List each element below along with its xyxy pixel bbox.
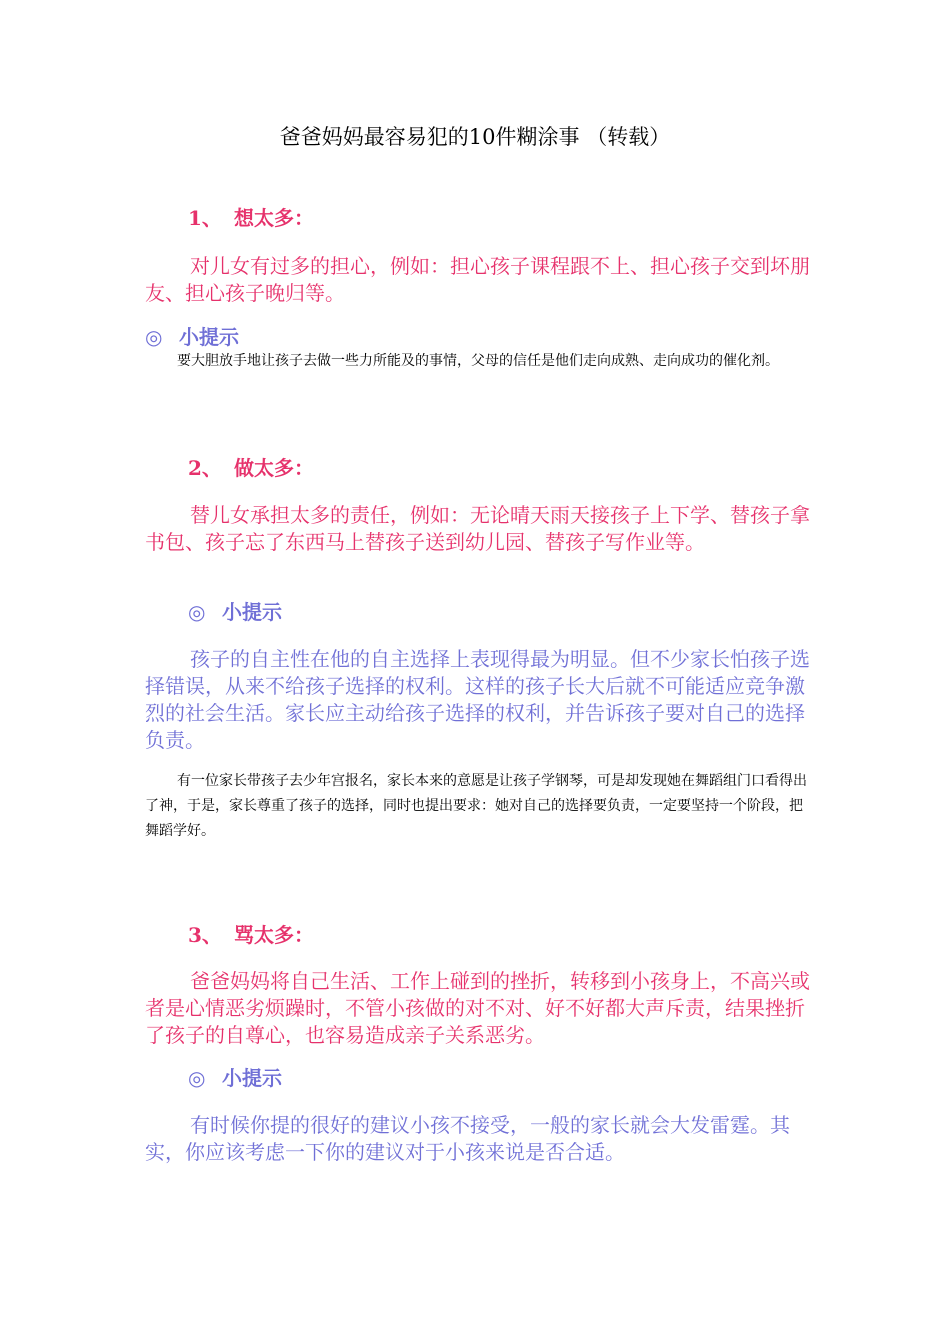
section-1-tip-text: 要大胆放手地让孩子去做一些力所能及的事情，父母的信任是他们走向成熟、走向成功的催化剂。	[177, 353, 779, 369]
section-3-heading	[188, 922, 314, 948]
page-title: 爸爸妈妈最容易犯的10件糊涂事 （转载）	[279, 125, 671, 149]
section-2-title: 做太多：	[234, 456, 314, 480]
section-2-tip-heading	[188, 599, 282, 625]
section-2-description: 替儿女承担太多的责任，例如：无论晴天雨天接孩子上下学、替孩子拿书包、孩子忘了东西马上替孩子送到幼儿园、替孩子写作业等。	[145, 503, 810, 554]
section-3-tip-label: 小提示	[222, 1066, 282, 1090]
section-1-description: 对儿女有过多的担心，例如：担心孩子课程跟不上、担心孩子交到坏朋友、担心孩子晚归等。	[145, 254, 810, 305]
section-1-tip-mark: ◎	[145, 325, 163, 349]
section-1-tip-heading	[145, 324, 239, 350]
section-1-tip-label: 小提示	[179, 325, 239, 349]
section-2-tip-text: 孩子的自主性在他的自主选择上表现得最为明显。但不少家长怕孩子选择错误，从来不给孩子选择的权利。这样的孩子长大后就不可能适应竞争激烈的社会生活。家长应主动给孩子选择的权利，并告诉孩子要对自己的选择负责。	[145, 647, 810, 752]
section-1-title: 想太多：	[234, 206, 314, 230]
section-2-heading	[188, 455, 314, 481]
section-3-tip-mark: ◎	[188, 1066, 206, 1090]
section-3-tip-text: 有时候你提的很好的建议小孩不接受，一般的家长就会大发雷霆。其实，你应该考虑一下你的建议对于小孩来说是否合适。	[145, 1113, 790, 1164]
section-1-heading	[188, 205, 314, 231]
section-1-number: 1、	[188, 206, 222, 230]
section-3-number: 3、	[188, 923, 222, 947]
section-3-description: 爸爸妈妈将自己生活、工作上碰到的挫折，转移到小孩身上，不高兴或者是心情恶劣烦躁时，不管小孩做的对不对、好不好都大声斥责，结果挫折了孩子的自尊心，也容易造成亲子关系恶劣。	[145, 969, 810, 1047]
section-2-tip-label: 小提示	[222, 600, 282, 624]
section-2-example: 有一位家长带孩子去少年宫报名，家长本来的意愿是让孩子学钢琴，可是却发现她在舞蹈组门口看得出了神，于是，家长尊重了孩子的选择，同时也提出要求：她对自己的选择要负责，一定要坚持一个阶段，把舞蹈学好。	[145, 773, 807, 839]
section-2-tip-mark: ◎	[188, 600, 206, 624]
section-2-number: 2、	[188, 456, 222, 480]
section-3-tip-heading	[188, 1065, 282, 1091]
section-3-title: 骂太多：	[234, 923, 314, 947]
